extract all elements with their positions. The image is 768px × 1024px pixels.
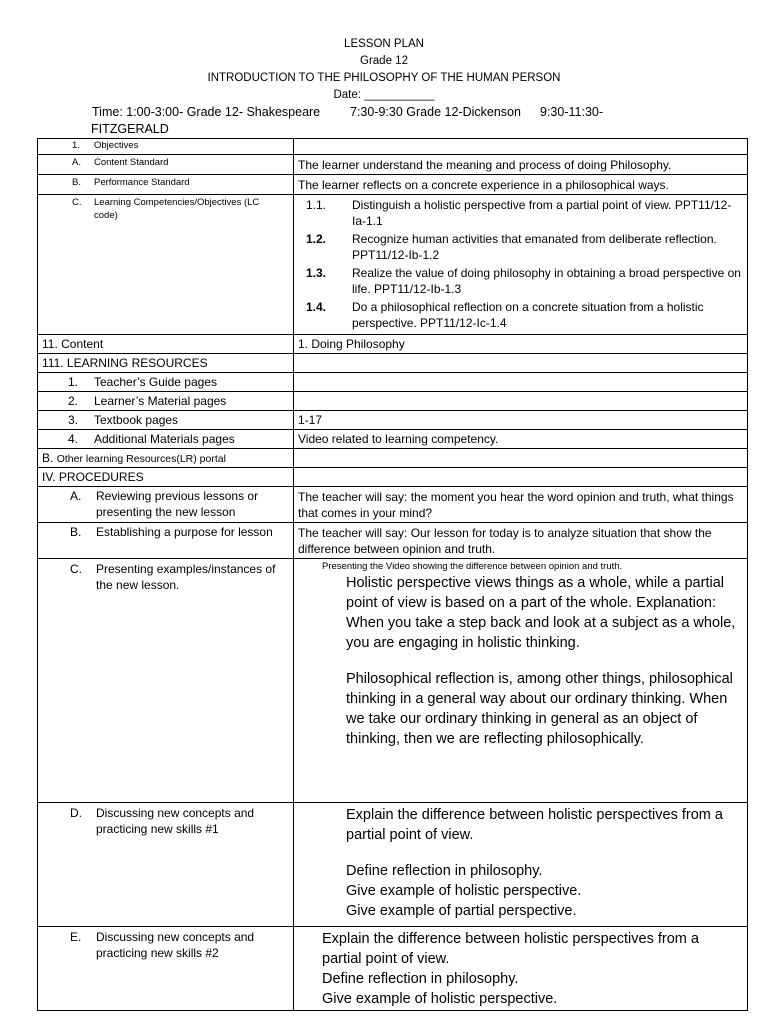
- doc-grade: Grade 12: [360, 55, 408, 67]
- row-proc-d: D. Discussing new concepts and practicing new skills #1 Explain the difference between holistic perspectives from a partial point of view. Define reflection in philosophy. Give example of holistic perspective. Give example of partial perspective.: [38, 803, 748, 927]
- proc-c-para1: Holistic perspective views things as a whole, while a partial point of view is based on a part of the whole. Explanation: When you take a step back and look at a subject as a whole, you are engaging in holistic thinking.: [346, 575, 736, 651]
- other-resources-label: Other learning Resources(LR) portal: [56, 453, 226, 465]
- textbook-value: 1-17: [294, 411, 748, 430]
- other-resources-num: B.: [42, 451, 54, 465]
- row-teachers-guide: 1. Teacher’s Guide pages: [38, 373, 748, 392]
- row-competencies: C. Learning Competencies/Objectives (LC code) 1.1. Distinguish a holistic perspective from a partial point of view. PPT11/12-Ia-1.1 1.2. Recognize human activities that emanated from deliberate reflection. PPT11/12-Ib-1.2 1.3. Realize the value of doing philosophy in obtaining a broad perspective on life. PPT11/12-Ib-1.3 1.4. Do a philosophical reflection on a concrete situation from a holistic perspective. PPT11/12-Ic-1.4: [38, 195, 748, 335]
- row-objectives: 1. Objectives: [38, 139, 748, 155]
- schedule-fitzgerald-time: 9:30-11:30-: [540, 105, 604, 119]
- procedures-label: IV. PROCEDURES: [38, 468, 294, 487]
- additional-materials-value: Video related to learning competency.: [294, 430, 748, 449]
- lesson-plan-table: [37, 138, 748, 1011]
- proc-e-label: Discussing new concepts and practicing new skills #2: [96, 930, 255, 960]
- row-content-standard: A. Content Standard The learner understand the meaning and process of doing Philosophy.: [38, 155, 748, 175]
- competency-4: 1.4. Do a philosophical reflection on a concrete situation from a holistic perspective. PPT11/12-Ic-1.4: [306, 300, 704, 330]
- proc-d-line2: Define reflection in philosophy.: [346, 863, 543, 879]
- schedule-line: [92, 104, 732, 138]
- proc-c-note: Presenting the Video showing the difference between opinion and truth.: [322, 561, 623, 572]
- content-standard-label: Content Standard: [94, 157, 169, 168]
- doc-date: Date: ___________: [333, 89, 435, 101]
- schedule-fitzgerald: FITZGERALD: [91, 122, 169, 136]
- proc-d-line3: Give example of holistic perspective.: [346, 883, 582, 899]
- row-proc-c: C. Presenting examples/instances of the new lesson. Presenting the Video showing the difference between opinion and truth. Holistic perspective views things as a whole, while a partial point of view is based on a part of the whole. Explanation: When you take a step back and look at a subject as a whole, you are engaging in holistic thinking. Philosophical reflection is, among other things, philosophical thinking in a general way about our ordinary thinking. When we take our ordinary thinking in general as an object of thinking, then we are reflecting philosophically.: [38, 559, 748, 803]
- proc-d-line1: Explain the difference between holistic perspectives from a partial point of view.: [346, 807, 723, 843]
- objectives-label: Objectives: [94, 140, 139, 151]
- competency-3: 1.3. Realize the value of doing philosophy in obtaining a broad perspective on life. PPT11/12-Ib-1.3: [306, 266, 741, 296]
- learners-material-value: [294, 392, 748, 411]
- teachers-guide-label: Teacher’s Guide pages: [94, 375, 217, 389]
- doc-title: LESSON PLAN: [344, 38, 424, 50]
- learners-material-label: Learner’s Material pages: [94, 394, 227, 408]
- textbook-label: Textbook pages: [94, 413, 179, 427]
- row-learning-resources: [38, 354, 748, 373]
- proc-e-line1: Explain the difference between holistic perspectives from a partial point of view.: [322, 931, 699, 967]
- row-performance-standard: B. Performance Standard The learner reflects on a concrete experience in a philosophical ways.: [38, 175, 748, 195]
- row-procedures: [38, 468, 748, 487]
- competencies-label: Learning Competencies/Objectives (LC code): [94, 197, 260, 221]
- proc-c-para2: Philosophical reflection is, among other things, philosophical thinking in a general way about our ordinary thinking. When we take our ordinary thinking in general as an object of thinking, then we are reflecting philosophically.: [346, 671, 733, 747]
- row-content: [38, 335, 748, 354]
- performance-standard-value: The learner reflects on a concrete experience in a philosophical ways.: [294, 175, 748, 195]
- competency-2: 1.2. Recognize human activities that emanated from deliberate reflection. PPT11/12-Ib-1.2: [306, 232, 717, 262]
- proc-a-label: Reviewing previous lessons or presenting the new lesson: [96, 489, 259, 519]
- row-proc-a: A. Reviewing previous lessons or presenting the new lesson The teacher will say: the moment you hear the word opinion and truth, what things that comes in your mind?: [38, 487, 748, 523]
- content-label: 11. Content: [38, 335, 294, 354]
- proc-d-line4: Give example of partial perspective.: [346, 903, 577, 919]
- content-value: 1. Doing Philosophy: [294, 335, 748, 354]
- document-header: [0, 36, 768, 104]
- learning-resources-label: 111. LEARNING RESOURCES: [38, 354, 294, 373]
- teachers-guide-value: [294, 373, 748, 392]
- row-textbook: 3. Textbook pages 1-17: [38, 411, 748, 430]
- proc-e-line3: Give example of holistic perspective.: [322, 991, 558, 1007]
- performance-standard-label: Performance Standard: [94, 177, 190, 188]
- proc-a-value: The teacher will say: the moment you hear the word opinion and truth, what things that comes in your mind?: [294, 487, 748, 523]
- additional-materials-label: Additional Materials pages: [94, 432, 235, 446]
- proc-d-label: Discussing new concepts and practicing new skills #1: [96, 806, 255, 836]
- other-resources-value: [294, 449, 748, 468]
- proc-b-value: The teacher will say: Our lesson for today is to analyze situation that show the difference between opinion and truth.: [294, 523, 748, 559]
- content-standard-value: The learner understand the meaning and process of doing Philosophy.: [294, 155, 748, 175]
- proc-b-label: Establishing a purpose for lesson: [96, 525, 273, 539]
- row-proc-e: E. Discussing new concepts and practicing new skills #2 Explain the difference between holistic perspectives from a partial point of view. Define reflection in philosophy. Give example of holistic perspective.: [38, 927, 748, 1011]
- row-learners-material: 2. Learner’s Material pages: [38, 392, 748, 411]
- row-proc-b: B. Establishing a purpose for lesson The teacher will say: Our lesson for today is to analyze situation that show the difference between opinion and truth.: [38, 523, 748, 559]
- proc-c-label: Presenting examples/instances of the new lesson.: [96, 562, 276, 592]
- competency-1: 1.1. Distinguish a holistic perspective from a partial point of view. PPT11/12-Ia-1.1: [306, 198, 732, 228]
- doc-subject: INTRODUCTION TO THE PHILOSOPHY OF THE HUMAN PERSON: [207, 72, 561, 84]
- schedule-shakespeare: Time: 1:00-3:00- Grade 12- Shakespeare: [92, 105, 321, 119]
- schedule-dickenson: 7:30-9:30 Grade 12-Dickenson: [350, 105, 521, 119]
- row-additional-materials: 4. Additional Materials pages Video related to learning competency.: [38, 430, 748, 449]
- row-other-resources: [38, 449, 748, 468]
- proc-e-line2: Define reflection in philosophy.: [322, 971, 519, 987]
